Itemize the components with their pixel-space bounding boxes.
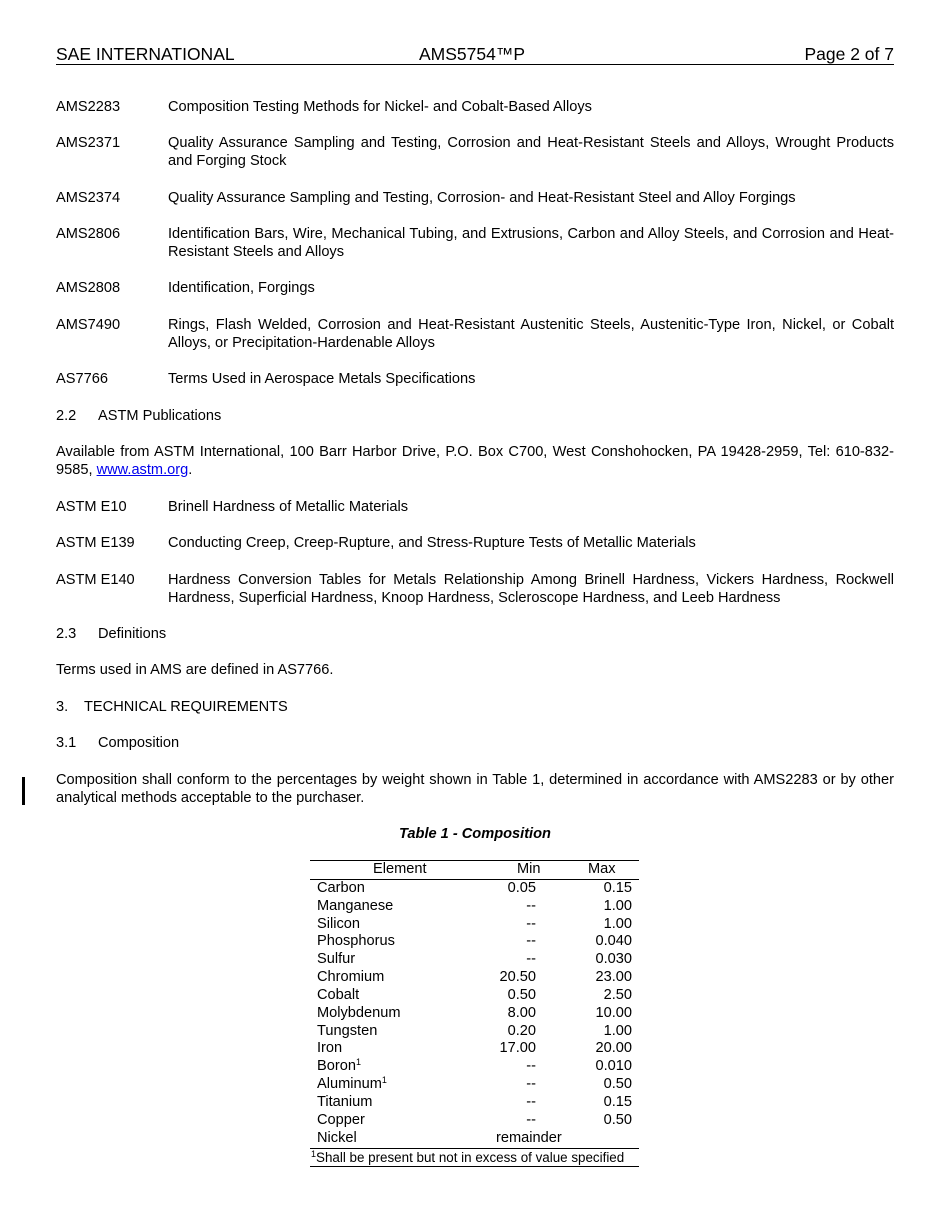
reference-entry [56,571,894,607]
element-cell: Molybdenum [317,1004,401,1021]
section-heading-3 [56,698,288,716]
max-cell: 0.15 [603,1093,632,1110]
reference-title: Quality Assurance Sampling and Testing, Corrosion and Heat-Resistant Steels and Alloys, Wrought Products and Forging Stock [168,135,894,169]
footnote-marker: 1 [311,1148,317,1159]
reference-code: AS7766 [56,371,108,387]
table-row [310,933,639,951]
availability-text: Available from ASTM International, 100 Barr Harbor Drive, P.O. Box C700, West Conshohocken, PA 19428-2959, Tel: 610-832-9585, [56,444,894,478]
table-row [310,1076,639,1094]
element-cell: Iron [317,1040,343,1057]
table-row [310,1112,639,1130]
reference-title: Composition Testing Methods for Nickel- and Cobalt-Based Alloys [168,99,592,115]
reference-code: AMS2374 [56,190,121,206]
reference-entry [56,134,894,170]
element-cell: Tungsten [317,1022,378,1039]
footnote-text: Shall be present but not in excess of value specified [316,1149,625,1165]
section-number: 3. [56,699,69,715]
reference-title: Brinell Hardness of Metallic Materials [168,499,409,515]
max-cell: 23.00 [595,969,632,986]
min-cell: 0.05 [507,879,536,896]
footnote-marker: 1 [381,1075,387,1086]
max-cell: 0.50 [603,1111,632,1128]
min-cell: -- [526,1058,536,1075]
min-cell: -- [526,915,536,932]
reference-entry [56,498,894,516]
astm-availability-paragraph [56,443,894,479]
reference-entry [56,370,894,388]
table-row [310,1040,639,1058]
element-cell: Sulfur [317,951,356,968]
composition-paragraph: Composition shall conform to the percentages by weight shown in Table 1, determined in accordance with AMS2283 or by other analytical methods acceptable to the purchaser. [56,772,894,806]
availability-end: . [188,462,193,478]
reference-code: ASTM E140 [56,572,135,588]
reference-entry [56,189,894,207]
section-number: 2.2 [56,408,77,424]
min-cell: -- [526,933,536,950]
max-cell: 20.00 [595,1040,632,1057]
min-cell: -- [526,1076,536,1093]
table-row [310,1005,639,1023]
min-cell: -- [526,1093,536,1110]
footnote-marker: 1 [355,1057,361,1068]
element-cell [317,1076,387,1094]
table-row [310,951,639,969]
page-header [56,44,894,65]
max-cell: 2.50 [603,986,632,1003]
element-cell: Titanium [317,1093,373,1110]
min-cell: 0.20 [507,1022,536,1039]
reference-entry [56,225,894,261]
reference-code: ASTM E139 [56,535,135,551]
table-footnote [310,1149,639,1166]
remainder-cell: remainder [496,1129,562,1146]
revision-change-bar [22,777,25,805]
section-title: Definitions [98,626,167,642]
table-row [310,969,639,987]
max-cell: 0.010 [595,1058,632,1075]
element-cell: Cobalt [317,986,360,1003]
element-name: Aluminum [317,1076,382,1093]
header-page-number: Page 2 of 7 [804,44,894,64]
element-cell: Silicon [317,915,360,932]
table-row [310,987,639,1005]
section-heading-3-1 [56,734,179,752]
reference-entry [56,279,894,297]
table-row [310,1094,639,1112]
table-row [310,898,639,916]
section-heading-2-3 [56,625,166,643]
min-cell: -- [526,897,536,914]
max-cell: 0.50 [603,1076,632,1093]
reference-title: Terms Used in Aerospace Metals Specifications [168,371,476,387]
min-cell: 17.00 [499,1040,536,1057]
section-number: 2.3 [56,626,77,642]
table-row [310,916,639,934]
element-cell [317,1058,361,1076]
element-cell: Carbon [317,879,365,896]
composition-table [310,860,639,1167]
max-cell: 1.00 [603,915,632,932]
reference-title: Quality Assurance Sampling and Testing, Corrosion- and Heat-Resistant Steel and Alloy Forgings [168,190,796,206]
min-cell: 8.00 [507,1004,536,1021]
reference-code: ASTM E10 [56,499,127,515]
reference-code: AMS2283 [56,99,121,115]
reference-title: Conducting Creep, Creep-Rupture, and Stress-Rupture Tests of Metallic Materials [168,535,696,551]
section-number: 3.1 [56,735,77,751]
definitions-paragraph: Terms used in AMS are defined in AS7766. [56,662,334,678]
table-caption: Table 1 - Composition [399,826,551,842]
reference-entry [56,534,894,552]
header-document-number: AMS5754™P [419,44,526,64]
max-cell: 0.15 [603,879,632,896]
reference-code: AMS2371 [56,135,121,151]
table-header-row [310,861,639,879]
table-row-nickel [310,1130,639,1148]
table-row [310,880,639,898]
table-row [310,1023,639,1041]
section-title: TECHNICAL REQUIREMENTS [84,699,288,715]
column-header-element: Element [373,861,427,877]
min-cell: -- [526,1111,536,1128]
element-name: Boron [317,1058,356,1075]
element-cell: Manganese [317,897,394,914]
reference-code: AMS7490 [56,317,121,333]
section-title: ASTM Publications [98,408,222,424]
reference-code: AMS2808 [56,280,121,296]
table-body [310,880,639,1148]
element-cell: Copper [317,1111,365,1128]
min-cell: -- [526,951,536,968]
max-cell: 1.00 [603,1022,632,1039]
column-header-max: Max [588,861,616,877]
max-cell: 0.040 [595,933,632,950]
reference-title: Rings, Flash Welded, Corrosion and Heat-Resistant Austenitic Steels, Austenitic-Type Iron, Nickel, or Cobalt Alloys, or Precipitation-Hardenable Alloys [168,317,894,351]
element-cell: Phosphorus [317,933,395,950]
column-header-min: Min [517,861,541,877]
min-cell: 0.50 [507,986,536,1003]
astm-website-link[interactable]: www.astm.org [96,462,189,478]
reference-entry [56,98,894,116]
header-organization: SAE INTERNATIONAL [56,44,235,64]
element-cell: Chromium [317,969,385,986]
max-cell: 0.030 [595,951,632,968]
reference-title: Identification, Forgings [168,280,315,296]
section-heading-2-2 [56,407,221,425]
reference-title: Identification Bars, Wire, Mechanical Tubing, and Extrusions, Carbon and Alloy Steels, and Corrosion and Heat-Resistant Steels and Alloys [168,226,894,260]
section-title: Composition [98,735,180,751]
table-row [310,1058,639,1076]
element-cell: Nickel [317,1129,357,1146]
reference-title: Hardness Conversion Tables for Metals Relationship Among Brinell Hardness, Vickers Hardness, Rockwell Hardness, Superficial Hardness, Knoop Hardness, Scleroscope Hardness, and Leeb Hardness [168,572,894,606]
reference-entry [56,316,894,352]
max-cell: 10.00 [595,1004,632,1021]
reference-code: AMS2806 [56,226,121,242]
max-cell: 1.00 [603,897,632,914]
min-cell: 20.50 [499,969,536,986]
